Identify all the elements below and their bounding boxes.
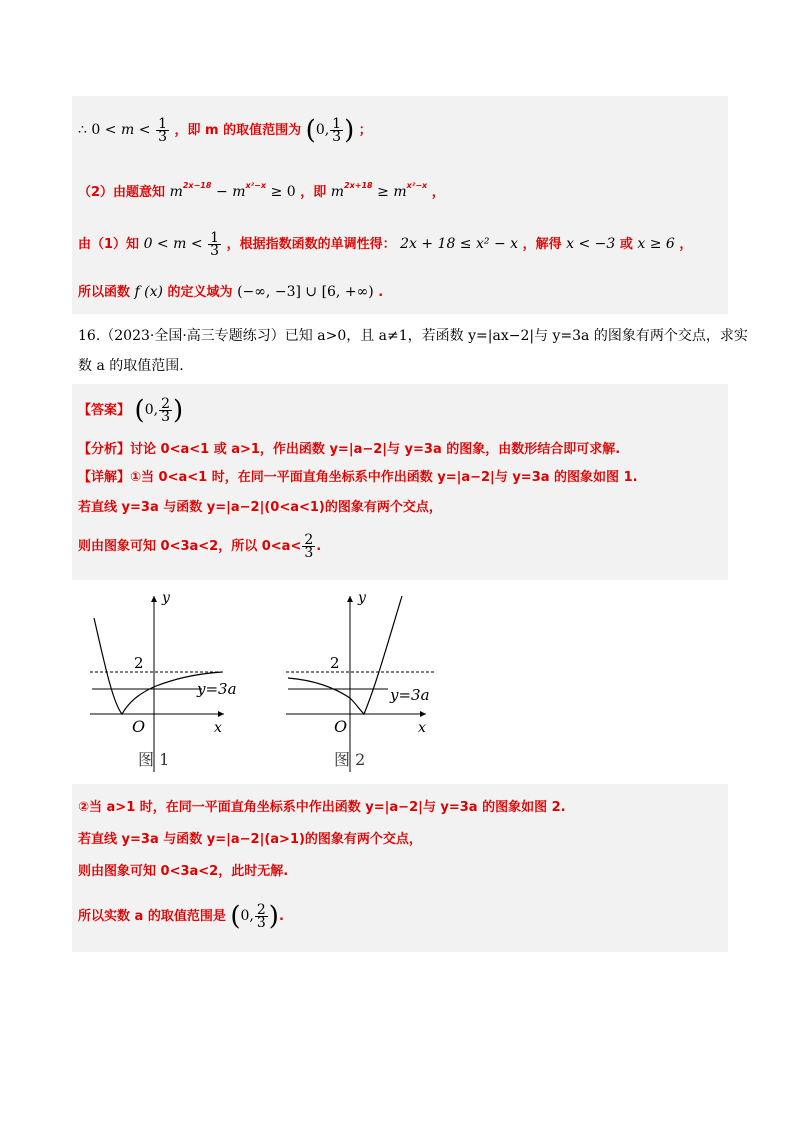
detail-line-1: 【详解】①当 0<a<1 时，在同一平面直角坐标系中作出函数 y=|a−2|与 y=3a 的图象如图 1. — [78, 470, 638, 485]
detail-line-2: 若直线 y=3a 与函数 y=|a−2|(0<a<1)的图象有两个交点， — [78, 500, 442, 515]
solution-line-4: 所以函数 f (x) 的定义域为 (−∞, −3] ∪ [6, +∞) . — [78, 284, 384, 300]
figure-2 — [286, 590, 434, 772]
final-answer-line: 所以实数 a 的取值范围是 (0, $\frac{2}{3}$ ). — [78, 901, 284, 932]
fig1-curve — [94, 618, 222, 714]
solution-line-1: ∴ 0 < m < $\frac{1}{3}$ ，即 m 的取值范围为 (0, $\frac{1}{3}$ ) ； — [78, 115, 372, 146]
fig1-line-label: y=3a — [197, 680, 237, 698]
fig1-origin-label: O — [132, 717, 146, 736]
fig1-y-label: y — [162, 590, 170, 606]
fig2-origin-label: O — [334, 717, 348, 736]
case2-line-3: 则由图象可知 0<3a<2，此时无解. — [78, 864, 289, 879]
figure-1 — [90, 590, 237, 772]
detail-line-3: 则由图象可知 0<3a<2，所以 0<a< $\frac{2}{3}$ . — [78, 532, 322, 561]
graph-svg — [72, 582, 440, 782]
fig2-caption: 图 2 — [334, 750, 366, 769]
question-16-line-1: 16.（2023·全国·高三专题练习）已知 a>0，且 a≠1，若函数 y=|ax−2|与 y=3a 的图象有两个交点，求实 — [78, 328, 748, 344]
fig1-caption: 图 1 — [138, 750, 170, 769]
solution-line-3: 由（1）知 0 < m < $\frac{1}{3}$ ，根据指数函数的单调性得： 2x + 18 ≤ x² − x ，解得 x < −3 或 x ≥ 6 ， — [78, 230, 693, 259]
graph-figure — [72, 582, 440, 782]
fig2-line-label: y=3a — [390, 686, 430, 704]
case2-line-2: 若直线 y=3a 与函数 y=|a−2|(a>1)的图象有两个交点， — [78, 832, 422, 847]
case2-line-1: ②当 a>1 时，在同一平面直角坐标系中作出函数 y=|a−2|与 y=3a 的图象如图 2. — [78, 800, 566, 815]
answer-line: 【答案】 (0, $\frac{2}{3}$ ) — [78, 395, 184, 426]
fig1-x-label: x — [214, 720, 222, 736]
analysis-line: 【分析】讨论 0<a<1 或 a>1，作出函数 y=|a−2|与 y=3a 的图象，由数形结合即可求解. — [78, 442, 621, 457]
solution-line-2: （2）由题意知 $m^{2x-18} - m^{x^2-x} \ge 0$ ，即 $m^{2x+18} \ge m^{x^2-x}$ ， — [78, 181, 445, 200]
fig2-curve — [288, 596, 402, 714]
question-16-line-2: 数 a 的取值范围. — [78, 358, 184, 374]
fig2-x-label: x — [418, 720, 426, 736]
fig2-two-label: 2 — [330, 654, 340, 672]
fig2-y-label: y — [358, 590, 366, 606]
fraction-one-third: $\frac{1}{3}$ — [158, 116, 167, 145]
fig1-two-label: 2 — [134, 654, 144, 672]
